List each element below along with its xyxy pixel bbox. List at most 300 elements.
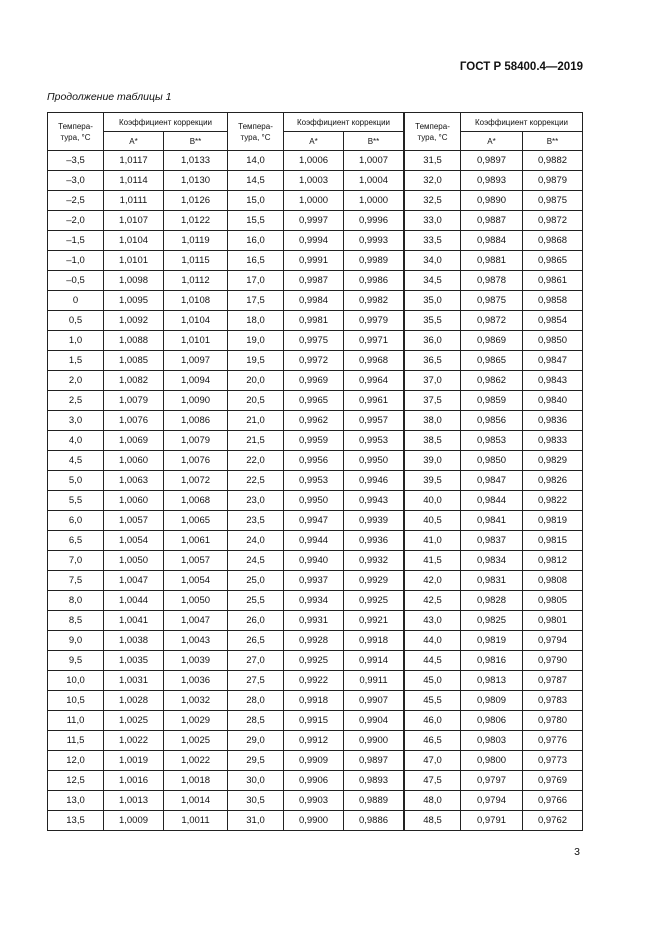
coefficient-a-cell: 0,9884 [461, 231, 523, 251]
table-row [48, 331, 228, 351]
coefficient-b-cell: 1,0047 [164, 611, 228, 631]
coefficient-a-cell: 0,9825 [461, 611, 523, 631]
table-row [48, 611, 228, 631]
coefficient-a-cell: 1,0044 [104, 591, 164, 611]
table-row [405, 171, 583, 191]
temperature-cell: 35,0 [405, 291, 461, 311]
temperature-cell: 15,5 [228, 211, 284, 231]
coefficient-a-cell: 0,9912 [284, 731, 344, 751]
coefficient-b-cell: 1,0119 [164, 231, 228, 251]
coefficient-b-cell: 0,9946 [344, 471, 404, 491]
table-body [228, 113, 404, 831]
coefficient-a-cell: 0,9865 [461, 351, 523, 371]
coefficient-a-cell: 0,9800 [461, 751, 523, 771]
coefficient-b-cell: 1,0076 [164, 451, 228, 471]
coefficient-a-cell: 1,0047 [104, 571, 164, 591]
coefficient-a-cell: 0,9850 [461, 451, 523, 471]
table-row [48, 811, 228, 831]
coefficient-a-cell: 1,0041 [104, 611, 164, 631]
coefficient-a-cell: 0,9953 [284, 471, 344, 491]
coefficient-a-cell: 0,9881 [461, 251, 523, 271]
coefficient-b-cell: 0,9865 [523, 251, 583, 271]
table-row [405, 371, 583, 391]
coefficient-a-cell: 0,9969 [284, 371, 344, 391]
coefficient-a-cell: 0,9928 [284, 631, 344, 651]
coefficient-a-cell: 0,9959 [284, 431, 344, 451]
coefficient-b-cell: 0,9780 [523, 711, 583, 731]
table-row [48, 391, 228, 411]
temperature-header-line1: Темпера- [58, 121, 93, 131]
temperature-cell: 9,5 [48, 651, 104, 671]
temperature-cell: 32,5 [405, 191, 461, 211]
coefficient-b-cell: 1,0130 [164, 171, 228, 191]
temperature-cell: 17,0 [228, 271, 284, 291]
table-row [48, 511, 228, 531]
coefficient-b-cell: 0,9801 [523, 611, 583, 631]
temperature-cell: 10,5 [48, 691, 104, 711]
temperature-cell: 41,5 [405, 551, 461, 571]
temperature-cell: 20,0 [228, 371, 284, 391]
temperature-cell: 4,5 [48, 451, 104, 471]
coefficient-a-cell: 1,0060 [104, 451, 164, 471]
coefficient-b-cell: 1,0050 [164, 591, 228, 611]
temperature-cell: 38,5 [405, 431, 461, 451]
temperature-cell: 46,5 [405, 731, 461, 751]
coefficient-a-header: A* [104, 132, 164, 151]
coefficient-a-cell: 1,0063 [104, 471, 164, 491]
temperature-cell: 40,0 [405, 491, 461, 511]
temperature-cell: 15,0 [228, 191, 284, 211]
coefficient-b-cell: 0,9979 [344, 311, 404, 331]
coefficient-a-cell: 1,0092 [104, 311, 164, 331]
coefficient-b-cell: 0,9900 [344, 731, 404, 751]
temperature-cell: 8,0 [48, 591, 104, 611]
table-row [228, 491, 404, 511]
table-row [405, 571, 583, 591]
coefficient-a-cell: 1,0000 [284, 191, 344, 211]
table-row [228, 691, 404, 711]
temperature-cell: 27,5 [228, 671, 284, 691]
table-row [48, 451, 228, 471]
coefficient-a-cell: 1,0117 [104, 151, 164, 171]
coefficient-a-cell: 0,9937 [284, 571, 344, 591]
coefficient-b-cell: 0,9886 [344, 811, 404, 831]
coefficient-b-cell: 1,0022 [164, 751, 228, 771]
temperature-cell: 11,5 [48, 731, 104, 751]
table-row [405, 391, 583, 411]
coefficient-b-cell: 1,0014 [164, 791, 228, 811]
table-row [48, 591, 228, 611]
table-row [405, 271, 583, 291]
coefficient-b-cell: 0,9996 [344, 211, 404, 231]
temperature-cell: 45,5 [405, 691, 461, 711]
temperature-cell: 14,5 [228, 171, 284, 191]
coefficient-a-cell: 0,9950 [284, 491, 344, 511]
coefficient-b-cell: 0,9805 [523, 591, 583, 611]
coefficient-a-cell: 0,9878 [461, 271, 523, 291]
coefficient-a-cell: 1,0101 [104, 251, 164, 271]
coefficient-b-cell: 0,9840 [523, 391, 583, 411]
coefficient-b-cell: 0,9889 [344, 791, 404, 811]
coefficient-b-cell: 1,0101 [164, 331, 228, 351]
coefficient-a-cell: 1,0031 [104, 671, 164, 691]
temperature-cell: 8,5 [48, 611, 104, 631]
coefficient-a-cell: 1,0082 [104, 371, 164, 391]
temperature-cell: 32,0 [405, 171, 461, 191]
table-row [228, 591, 404, 611]
coefficient-a-cell: 0,9794 [461, 791, 523, 811]
temperature-cell: 6,0 [48, 511, 104, 531]
temperature-cell: 35,5 [405, 311, 461, 331]
header-row [405, 113, 583, 132]
coefficient-a-cell: 1,0069 [104, 431, 164, 451]
coefficient-b-cell: 0,9872 [523, 211, 583, 231]
table-row [405, 451, 583, 471]
table-row [48, 251, 228, 271]
temperature-cell: –2,5 [48, 191, 104, 211]
coefficient-a-cell: 1,0019 [104, 751, 164, 771]
temperature-cell: 27,0 [228, 651, 284, 671]
coefficient-a-cell: 0,9900 [284, 811, 344, 831]
coefficient-a-cell: 0,9831 [461, 571, 523, 591]
coefficient-a-cell: 0,9890 [461, 191, 523, 211]
coefficient-b-cell: 0,9826 [523, 471, 583, 491]
coefficient-a-cell: 0,9853 [461, 431, 523, 451]
coefficient-b-cell: 0,9957 [344, 411, 404, 431]
temperature-cell: 44,0 [405, 631, 461, 651]
temperature-cell: 38,0 [405, 411, 461, 431]
coefficient-a-cell: 0,9947 [284, 511, 344, 531]
document-id: ГОСТ Р 58400.4—2019 [459, 61, 583, 73]
table-body [405, 113, 583, 831]
coefficient-b-cell: 1,0133 [164, 151, 228, 171]
coefficient-b-cell: 0,9790 [523, 651, 583, 671]
coefficient-b-cell: 0,9982 [344, 291, 404, 311]
coefficient-a-cell: 0,9909 [284, 751, 344, 771]
coefficient-b-cell: 0,9776 [523, 731, 583, 751]
temperature-cell: 43,0 [405, 611, 461, 631]
temperature-cell: 26,0 [228, 611, 284, 631]
temperature-cell: 31,5 [405, 151, 461, 171]
coefficient-a-cell: 1,0088 [104, 331, 164, 351]
coefficient-b-cell: 1,0079 [164, 431, 228, 451]
temperature-cell: 40,5 [405, 511, 461, 531]
temperature-cell: 23,5 [228, 511, 284, 531]
coefficient-b-cell: 0,9914 [344, 651, 404, 671]
coefficient-b-cell: 0,9897 [344, 751, 404, 771]
coefficient-b-cell: 0,9808 [523, 571, 583, 591]
table-row [228, 411, 404, 431]
table-row [405, 791, 583, 811]
coefficient-a-cell: 0,9859 [461, 391, 523, 411]
coefficient-table-3 [404, 112, 583, 831]
temperature-header [405, 113, 461, 151]
temperature-cell: 41,0 [405, 531, 461, 551]
coefficient-b-cell: 0,9762 [523, 811, 583, 831]
table-row [48, 471, 228, 491]
coefficient-a-cell: 1,0013 [104, 791, 164, 811]
table-row [228, 731, 404, 751]
temperature-cell: 33,5 [405, 231, 461, 251]
table-row [48, 431, 228, 451]
coefficient-b-cell: 0,9971 [344, 331, 404, 351]
temperature-header-line2: тура, °С [240, 132, 271, 142]
coefficient-a-cell: 0,9944 [284, 531, 344, 551]
coefficient-a-cell: 0,9813 [461, 671, 523, 691]
temperature-cell: 42,5 [405, 591, 461, 611]
coefficient-b-cell: 1,0065 [164, 511, 228, 531]
coefficient-b-cell: 0,9773 [523, 751, 583, 771]
coefficient-b-cell: 0,9950 [344, 451, 404, 471]
coefficient-b-cell: 0,9769 [523, 771, 583, 791]
coefficient-b-cell: 1,0090 [164, 391, 228, 411]
table-row [228, 811, 404, 831]
coefficient-b-header: B** [523, 132, 583, 151]
coefficient-b-cell: 0,9794 [523, 631, 583, 651]
table-row [405, 471, 583, 491]
coefficient-a-cell: 0,9841 [461, 511, 523, 531]
table-row [228, 291, 404, 311]
table-row [228, 771, 404, 791]
coefficient-b-cell: 1,0097 [164, 351, 228, 371]
temperature-cell: 20,5 [228, 391, 284, 411]
temperature-cell: –1,5 [48, 231, 104, 251]
coefficient-a-cell: 1,0035 [104, 651, 164, 671]
coefficient-b-header: B** [344, 132, 404, 151]
temperature-cell: 0,5 [48, 311, 104, 331]
table-row [405, 511, 583, 531]
temperature-cell: 16,5 [228, 251, 284, 271]
coefficient-b-cell: 0,9961 [344, 391, 404, 411]
temperature-cell: 10,0 [48, 671, 104, 691]
temperature-header-line2: тура, °С [60, 132, 91, 142]
coefficient-a-cell: 0,9984 [284, 291, 344, 311]
table-row [228, 631, 404, 651]
temperature-cell: 21,5 [228, 431, 284, 451]
table-row [405, 771, 583, 791]
coefficient-a-cell: 1,0114 [104, 171, 164, 191]
coefficient-a-cell: 0,9837 [461, 531, 523, 551]
table-row [48, 351, 228, 371]
table-row [405, 251, 583, 271]
coefficient-b-cell: 0,9879 [523, 171, 583, 191]
coefficient-a-cell: 0,9862 [461, 371, 523, 391]
coefficient-a-cell: 1,0057 [104, 511, 164, 531]
temperature-cell: 7,0 [48, 551, 104, 571]
table-row [228, 231, 404, 251]
table-row [405, 711, 583, 731]
temperature-cell: 36,0 [405, 331, 461, 351]
coefficient-a-cell: 0,9956 [284, 451, 344, 471]
coefficient-b-cell: 0,9929 [344, 571, 404, 591]
coefficient-a-cell: 0,9906 [284, 771, 344, 791]
table-row [405, 651, 583, 671]
coefficient-a-cell: 0,9809 [461, 691, 523, 711]
coefficient-b-cell: 1,0054 [164, 571, 228, 591]
coefficient-header: Коэффициент коррекции [104, 113, 228, 132]
table-row [405, 291, 583, 311]
coefficient-a-cell: 0,9922 [284, 671, 344, 691]
coefficient-b-cell: 1,0094 [164, 371, 228, 391]
coefficient-a-cell: 1,0054 [104, 531, 164, 551]
temperature-cell: 6,5 [48, 531, 104, 551]
table-row [48, 371, 228, 391]
temperature-cell: 28,5 [228, 711, 284, 731]
coefficient-b-cell: 0,9829 [523, 451, 583, 471]
table-row [48, 311, 228, 331]
coefficient-a-cell: 0,9834 [461, 551, 523, 571]
coefficient-a-cell: 0,9965 [284, 391, 344, 411]
temperature-cell: –3,0 [48, 171, 104, 191]
coefficient-a-cell: 0,9806 [461, 711, 523, 731]
coefficient-b-cell: 1,0000 [344, 191, 404, 211]
table-row [228, 211, 404, 231]
temperature-cell: 1,5 [48, 351, 104, 371]
coefficient-b-cell: 0,9893 [344, 771, 404, 791]
table-row [228, 511, 404, 531]
table-row [48, 731, 228, 751]
table-row [405, 811, 583, 831]
coefficient-b-cell: 0,9819 [523, 511, 583, 531]
coefficient-a-cell: 1,0104 [104, 231, 164, 251]
coefficient-a-cell: 0,9791 [461, 811, 523, 831]
table-row [228, 431, 404, 451]
temperature-cell: 23,0 [228, 491, 284, 511]
coefficient-a-cell: 1,0085 [104, 351, 164, 371]
table-row [228, 751, 404, 771]
temperature-cell: 2,5 [48, 391, 104, 411]
table-row [228, 151, 404, 171]
table-row [405, 151, 583, 171]
coefficient-b-cell: 1,0032 [164, 691, 228, 711]
table-row [405, 691, 583, 711]
header-row [48, 113, 228, 132]
table-row [48, 631, 228, 651]
coefficient-b-cell: 0,9907 [344, 691, 404, 711]
temperature-cell: 28,0 [228, 691, 284, 711]
temperature-cell: 7,5 [48, 571, 104, 591]
page-number: 3 [574, 846, 580, 858]
table-row [405, 531, 583, 551]
coefficient-header: Коэффициент коррекции [461, 113, 583, 132]
table-row [405, 191, 583, 211]
coefficient-a-cell: 1,0079 [104, 391, 164, 411]
table-row [48, 671, 228, 691]
table-row [48, 571, 228, 591]
table-row [228, 571, 404, 591]
coefficient-b-cell: 0,9875 [523, 191, 583, 211]
coefficient-a-cell: 1,0003 [284, 171, 344, 191]
coefficient-a-cell: 1,0095 [104, 291, 164, 311]
temperature-cell: 30,5 [228, 791, 284, 811]
coefficient-b-cell: 1,0007 [344, 151, 404, 171]
table-row [228, 471, 404, 491]
temperature-cell: 21,0 [228, 411, 284, 431]
table-row [405, 611, 583, 631]
table-row [48, 771, 228, 791]
temperature-cell: 46,0 [405, 711, 461, 731]
table-row [48, 151, 228, 171]
coefficient-a-cell: 1,0098 [104, 271, 164, 291]
table-row [405, 411, 583, 431]
coefficient-a-cell: 1,0107 [104, 211, 164, 231]
coefficient-b-cell: 0,9939 [344, 511, 404, 531]
temperature-cell: 17,5 [228, 291, 284, 311]
coefficient-a-cell: 0,9893 [461, 171, 523, 191]
coefficient-b-cell: 1,0112 [164, 271, 228, 291]
table-row [48, 191, 228, 211]
table-row [48, 211, 228, 231]
coefficient-b-cell: 1,0115 [164, 251, 228, 271]
coefficient-a-cell: 0,9991 [284, 251, 344, 271]
coefficient-a-cell: 1,0009 [104, 811, 164, 831]
temperature-cell: 36,5 [405, 351, 461, 371]
temperature-cell: 31,0 [228, 811, 284, 831]
table-row [228, 711, 404, 731]
table-row [228, 791, 404, 811]
temperature-cell: 48,0 [405, 791, 461, 811]
coefficient-a-cell: 0,9997 [284, 211, 344, 231]
table-row [228, 391, 404, 411]
temperature-cell: 26,5 [228, 631, 284, 651]
coefficient-a-cell: 0,9856 [461, 411, 523, 431]
temperature-cell: 1,0 [48, 331, 104, 351]
table-row [405, 311, 583, 331]
temperature-header-line1: Темпера- [238, 121, 273, 131]
temperature-cell: 0 [48, 291, 104, 311]
coefficient-b-cell: 0,9943 [344, 491, 404, 511]
coefficient-a-cell: 0,9975 [284, 331, 344, 351]
table-row [228, 451, 404, 471]
coefficient-a-cell: 0,9869 [461, 331, 523, 351]
temperature-cell: 39,5 [405, 471, 461, 491]
temperature-cell: 48,5 [405, 811, 461, 831]
coefficient-a-cell: 0,9803 [461, 731, 523, 751]
coefficient-b-cell: 1,0039 [164, 651, 228, 671]
table-row [228, 271, 404, 291]
table-row [48, 531, 228, 551]
coefficient-a-cell: 0,9925 [284, 651, 344, 671]
table-row [405, 631, 583, 651]
coefficient-b-cell: 0,9911 [344, 671, 404, 691]
coefficient-a-cell: 1,0038 [104, 631, 164, 651]
coefficient-a-cell: 1,0016 [104, 771, 164, 791]
coefficient-a-cell: 1,0060 [104, 491, 164, 511]
table-row [228, 191, 404, 211]
coefficient-a-cell: 0,9987 [284, 271, 344, 291]
coefficient-b-cell: 0,9854 [523, 311, 583, 331]
coefficient-b-cell: 0,9925 [344, 591, 404, 611]
temperature-cell: 34,0 [405, 251, 461, 271]
coefficient-a-cell: 1,0050 [104, 551, 164, 571]
coefficient-b-cell: 0,9986 [344, 271, 404, 291]
coefficient-a-cell: 0,9897 [461, 151, 523, 171]
temperature-header [48, 113, 104, 151]
coefficient-a-cell: 0,9887 [461, 211, 523, 231]
temperature-cell: 24,5 [228, 551, 284, 571]
coefficient-b-cell: 1,0061 [164, 531, 228, 551]
table-row [228, 311, 404, 331]
coefficient-a-cell: 1,0006 [284, 151, 344, 171]
temperature-cell: 37,5 [405, 391, 461, 411]
coefficient-b-cell: 1,0029 [164, 711, 228, 731]
coefficient-a-cell: 1,0025 [104, 711, 164, 731]
temperature-cell: 47,5 [405, 771, 461, 791]
temperature-cell: –2,0 [48, 211, 104, 231]
table-row [48, 651, 228, 671]
table-row [48, 271, 228, 291]
coefficient-b-cell: 0,9921 [344, 611, 404, 631]
